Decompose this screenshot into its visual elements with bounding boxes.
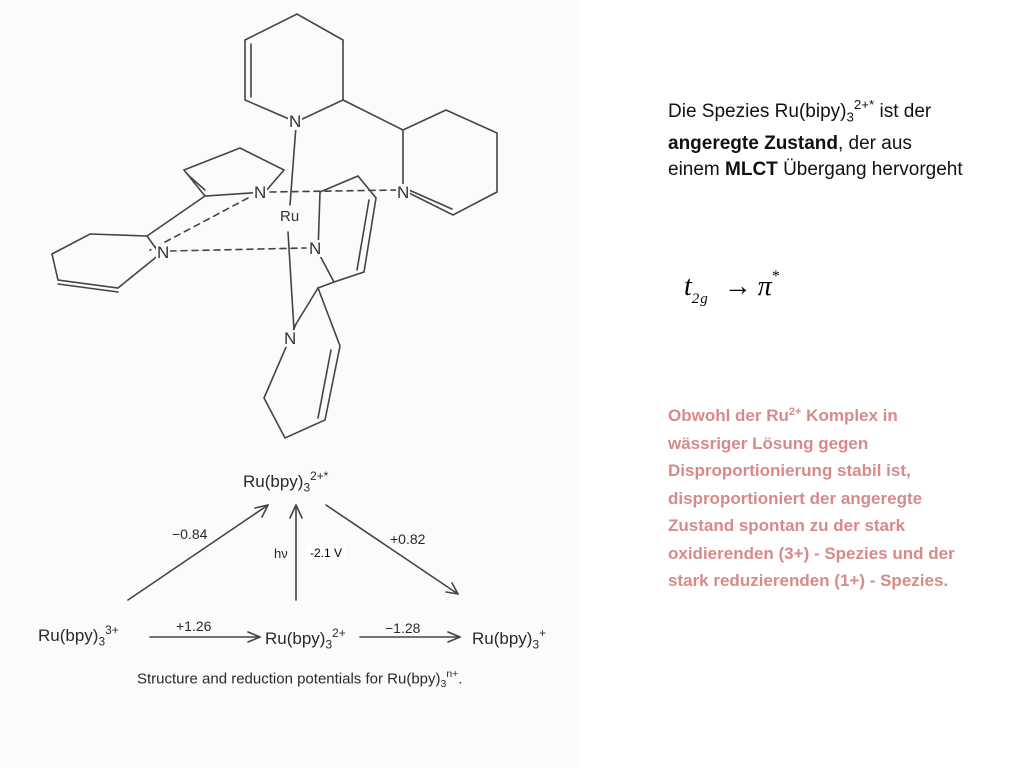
potential-label-left: −0.84	[172, 526, 208, 542]
ground-state-species: $Ru(bpy)_3^{2+}$	[265, 626, 346, 652]
excited-state-term: angeregte Zustand	[668, 132, 838, 154]
reduced-species: $Ru(bpy)_3^+$	[472, 626, 547, 652]
excited-state-species: $Ru(bpy)_3^{2+*}$	[243, 469, 329, 495]
figure-caption: Structure and reduction potentials for $Ru(bpy)_3^{n+}$.	[137, 668, 463, 690]
mlct-term: MLCT	[725, 158, 778, 180]
description-text: Die Spezies $Ru(bipy)_3^{2+*}$ ist der angeregte Zustand, der aus einem MLCT Übergang hervorgeht	[668, 97, 963, 180]
atom-n-left-upper: N	[254, 183, 267, 202]
left-pyridine-ring-lower	[52, 234, 160, 288]
top-pyridine-ring-left	[245, 14, 343, 122]
atom-n-top: N	[289, 112, 302, 131]
atom-n-center: N	[309, 239, 322, 258]
potential-label-bottom-right: −1.28	[385, 620, 421, 636]
transition-formula: $t_{2g} \to \pi^*$	[684, 268, 780, 307]
left-pyridine-ring-upper	[184, 148, 284, 196]
excitation-energy-label: -2.1 V	[306, 546, 346, 560]
potential-label-right: +0.82	[390, 531, 426, 547]
atom-n-bottom: N	[284, 329, 297, 348]
top-pyridine-ring-right	[403, 110, 497, 215]
atom-n-left-lower: N	[157, 243, 170, 262]
potential-label-bottom-left: +1.26	[176, 618, 212, 634]
hv-label: hν	[274, 546, 288, 561]
ru-center-label: Ru	[280, 208, 300, 225]
disproportionation-note: Obwohl der $Ru^{2+}$ Komplex in wässriger Lösung gegen Disproportionierung stabil ist, disproportioniert der angeregte Zustand spontan zu der stark oxidierenden (3+) - Spezies und der stark reduzierenden (1+) - Spezies.	[668, 406, 955, 590]
oxidized-species: $Ru(bpy)_3^{3+}$	[38, 623, 119, 649]
atom-n-right: N	[397, 183, 410, 202]
